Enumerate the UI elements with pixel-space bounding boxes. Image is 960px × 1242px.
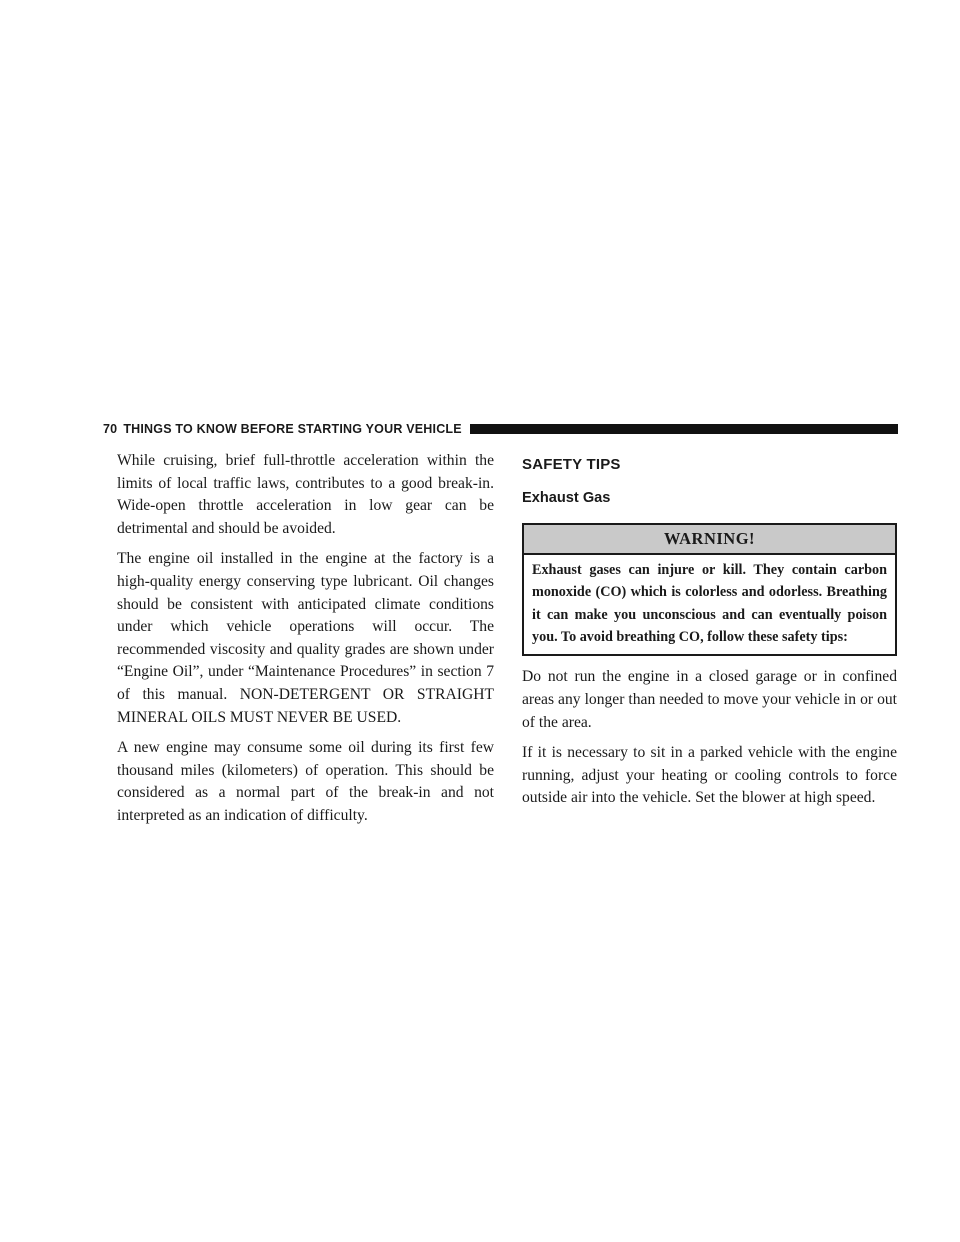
subsection-title: Exhaust Gas (522, 489, 611, 506)
paragraph-engine-oil: The engine oil installed in the engine at the factory is a high-quality energy conserving type lubricant. Oil changes should be consistent with anticipated climate conditions under which vehicle operations will occur. The recommended viscosity and quality grades are shown under “Engine Oil”, under “Maintenance Procedures” in section 7 of this manual. NON-DETERGENT OR STRAIGHT MINERAL OILS MUST NEVER BE USED. (117, 550, 494, 726)
warning-box (522, 523, 897, 656)
warning-label: WARNING! (524, 525, 895, 555)
chapter-title: THINGS TO KNOW BEFORE STARTING YOUR VEHICLE (123, 422, 462, 436)
left-column (117, 450, 494, 836)
paragraph-oil-consumption: A new engine may consume some oil during its first few thousand miles (kilometers) of operation. This should be considered as a normal part of the break-in and not interpreted as an indication of difficulty. (117, 739, 494, 824)
paragraph-closed-garage: Do not run the engine in a closed garage or in confined areas any longer than needed to move your vehicle in or out of the area. (522, 668, 897, 731)
page-header (103, 418, 898, 440)
paragraph-parked-vehicle: If it is necessary to sit in a parked vehicle with the engine running, adjust your heating or cooling controls to force outside air into the vehicle. Set the blower at high speed. (522, 744, 897, 807)
section-title: SAFETY TIPS (522, 456, 621, 473)
header-rule (470, 424, 898, 434)
paragraph-break-in: While cruising, brief full-throttle acceleration within the limits of local traffic laws, contributes to a good break-in. Wide-open throttle acceleration in low gear can be detrimental and should be avoided. (117, 452, 494, 537)
warning-text: Exhaust gases can injure or kill. They contain carbon monoxide (CO) which is colorless and odorless. Breathing it can make you unconscious and can eventually poison you. To avoid breathing CO, follow these safety tips: (532, 561, 887, 645)
right-column (522, 450, 897, 818)
page-number: 70 (103, 422, 118, 436)
